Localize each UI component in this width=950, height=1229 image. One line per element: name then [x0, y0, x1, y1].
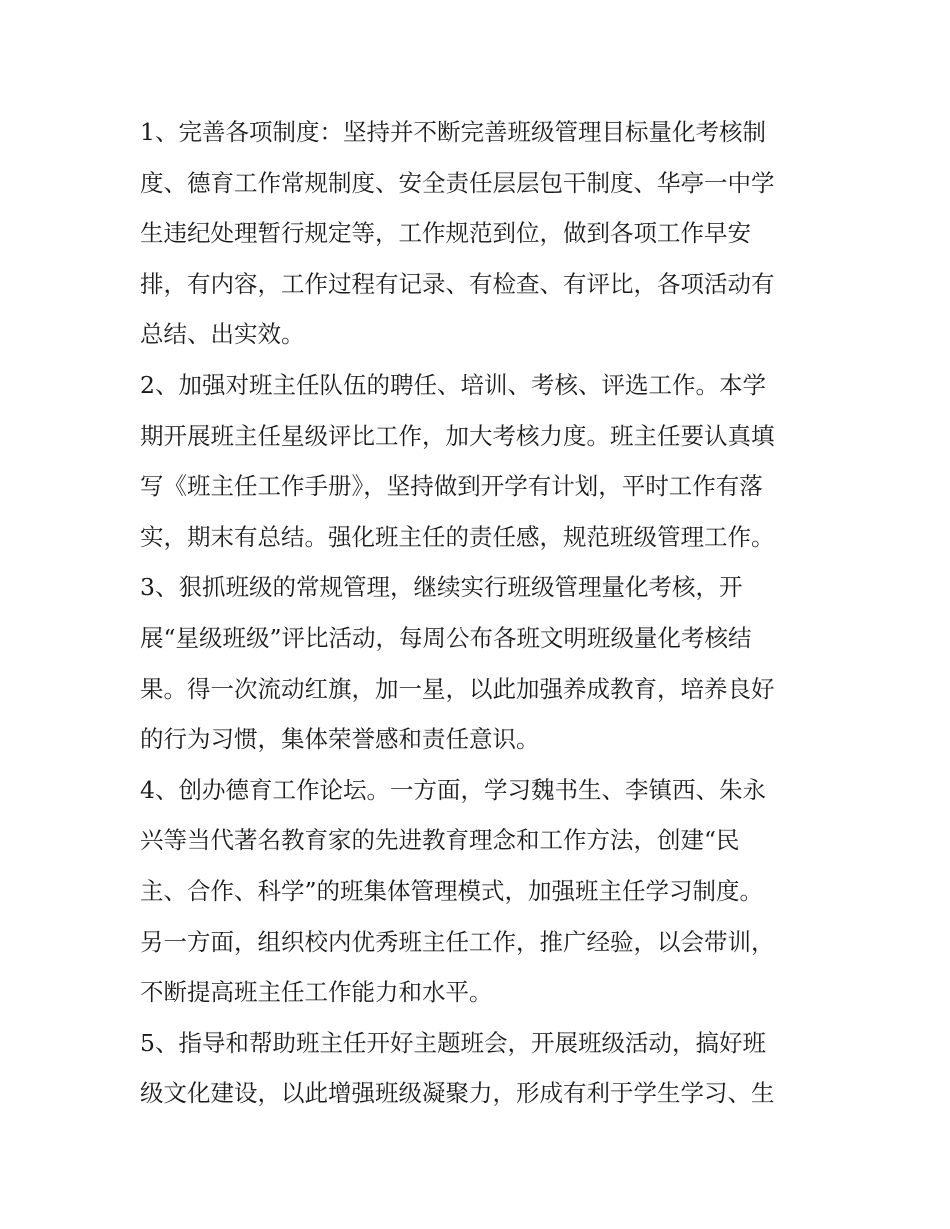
- text-line: 度、德育工作常规制度、安全责任层层包干制度、华亭一中学: [140, 168, 775, 197]
- text-line: 另一方面，组织校内优秀班主任工作，推广经验，以会带训，: [140, 927, 775, 956]
- text-line: 3、狠抓班级的常规管理，继续实行班级管理量化考核，开: [140, 573, 743, 602]
- text-line: 2、加强对班主任队伍的聘任、培训、考核、评选工作。本学: [140, 370, 766, 399]
- text-line: 展“星级班级”评比活动，每周公布各班文明班级量化考核结: [140, 623, 752, 652]
- text-line: 总结、出实效。: [140, 320, 305, 349]
- text-line: 实，期末有总结。强化班主任的责任感，规范班级管理工作。: [140, 522, 775, 551]
- paragraph-4: [140, 765, 812, 1018]
- text-line: 的行为习惯，集体荣誉感和责任意识。: [140, 725, 540, 754]
- text-line: 果。得一次流动红旗，加一星，以此加强养成教育，培养良好: [140, 674, 775, 703]
- paragraph-1: [140, 107, 812, 360]
- text-line: 排，有内容，工作过程有记录、有检查、有评比，各项活动有: [140, 269, 775, 298]
- text-line: 主、合作、科学”的班集体管理模式，加强班主任学习制度。: [140, 876, 764, 905]
- text-line: 不断提高班主任工作能力和水平。: [140, 978, 493, 1007]
- text-line: 5、指导和帮助班主任开好主题班会，开展班级活动，搞好班: [140, 1028, 766, 1057]
- text-line: 级文化建设，以此增强班级凝聚力，形成有利于学生学习、生: [140, 1079, 775, 1108]
- paragraph-3: [140, 562, 812, 764]
- text-line: 写《班主任工作手册》，坚持做到开学有计划，平时工作有落: [140, 472, 763, 501]
- text-line: 1、完善各项制度：坚持并不断完善班级管理目标量化考核制: [140, 118, 766, 146]
- text-line: 期开展班主任星级评比工作，加大考核力度。班主任要认真填: [140, 421, 775, 450]
- document-body: [140, 107, 812, 1119]
- paragraph-2: [140, 360, 812, 562]
- text-line: 兴等当代著名教育家的先进教育理念和工作方法，创建“民: [140, 826, 740, 855]
- paragraph-5: [140, 1018, 812, 1119]
- text-line: 生违纪处理暂行规定等，工作规范到位，做到各项工作早安: [140, 219, 751, 248]
- text-line: 4、创办德育工作论坛。一方面，学习魏书生、李镇西、朱永: [140, 775, 766, 804]
